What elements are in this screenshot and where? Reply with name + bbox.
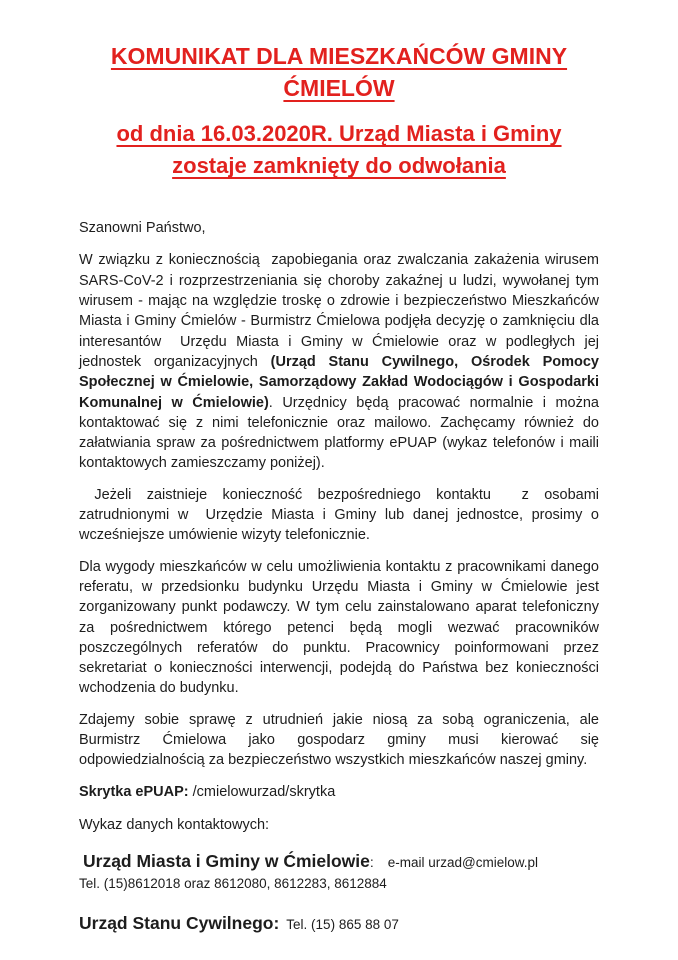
epuap-address: /cmielowurzad/skrytka <box>192 783 336 800</box>
contact-registry-phone: Tel. (15) 865 88 07 <box>286 916 399 932</box>
page-subtitle-line-2: zostaje zamknięty do odwołania <box>172 153 506 179</box>
epuap-line <box>79 782 599 802</box>
contact-office-colon: : <box>369 854 374 871</box>
paragraph-closure-decision <box>79 250 604 473</box>
paragraph-apology: Zdajemy sobie sprawę z utrudnień jakie niosą za sobą ograniczenia, ale Burmistrz Ćmielowa jako gospodarz gminy musi kierować się odpowiedzialnością za bezpieczeństwo wszystkich mieszkańców naszej gminy. <box>79 711 604 769</box>
contact-office-line <box>79 850 599 874</box>
page-subtitle-line-1: od dnia 16.03.2020R. Urząd Miasta i Gminy <box>116 121 562 147</box>
paragraph-appointments: Jeżeli zaistnieje konieczność bezpośredniego kontaktu z osobami zatrudnionymi w Urzędzie Miasta i Gminy lub danej jednostce, prosimy o wcześniejsze umówienie wizyty telefonicznie. <box>79 486 604 544</box>
page-title-line-2: ĆMIELÓW <box>283 75 395 102</box>
contact-office-phones: Tel. (15)8612018 oraz 8612080, 8612283, 8612884 <box>79 875 387 891</box>
contact-registry-name: Urząd Stanu Cywilnego: <box>79 912 280 933</box>
contact-office-name: Urząd Miasta i Gminy w Ćmielowie <box>83 851 370 872</box>
paragraph-closure-decision-units-bold: (Urząd Stanu Cywilnego, Ośrodek Pomocy Społecznej w Ćmielowie, Samorządowy Zakład Wodociągów i Gospodarki Komunalnej w Ćmielowie) <box>79 353 604 411</box>
page-subtitle <box>79 118 599 182</box>
paragraph-contact-point: Dla wygody mieszkańców w celu umożliwienia kontaktu z pracownikami danego referatu, w przedsionku budynku Urzędu Miasta i Gminy w Ćmielowie jest zorganizowany punkt podawczy. W tym celu zainstalowano aparat telefoniczny za pośrednictwem którego petenci będą mogli wezwać pracowników poszczególnych referatów do punktu. Pracownicy poinformowani przez sekretariat o konieczności interwencji, podejdą do Państwa bez konieczności wchodzenia do budynku. <box>79 558 604 697</box>
contact-registry-line <box>79 911 599 936</box>
page-title <box>79 40 599 104</box>
page-title-line-1: KOMUNIKAT DLA MIESZKAŃCÓW GMINY <box>110 43 568 69</box>
paragraph-closure-decision-text-start: W związku z koniecznością zapobiegania oraz zwalczania zakażenia wirusem SARS-CoV-2 i rozprzestrzeniania się choroby zakaźnej u ludzi, wywołanej tym wirusem - mając na względzie troskę o zdrowie i bezpieczeństwo Mieszkańców Miasta i Gminy Ćmielów - Burmistrz Ćmielowa podjęła decyzję o zamknięciu dla interesantów Urzędu Miasta i Gminy w Ćmielowie oraz w podległych jej jednostek organizacyjnych <box>79 252 604 370</box>
contact-office-email: e-mail urzad@cmielow.pl <box>387 855 539 871</box>
salutation: Szanowni Państwo, <box>79 220 206 237</box>
epuap-label: Skrytka ePUAP: <box>79 783 189 800</box>
contacts-heading: Wykaz danych kontaktowych: <box>79 816 270 833</box>
paragraph-closure-decision-text-end: . Urzędnicy będą pracować normalnie i można kontaktować się z nimi telefonicznie oraz mailowo. Zachęcamy również do załatwiania spraw za pośrednictwem platformy ePUAP (wykaz telefonów i maili kontaktowych zamieszczamy poniżej). <box>79 394 604 472</box>
